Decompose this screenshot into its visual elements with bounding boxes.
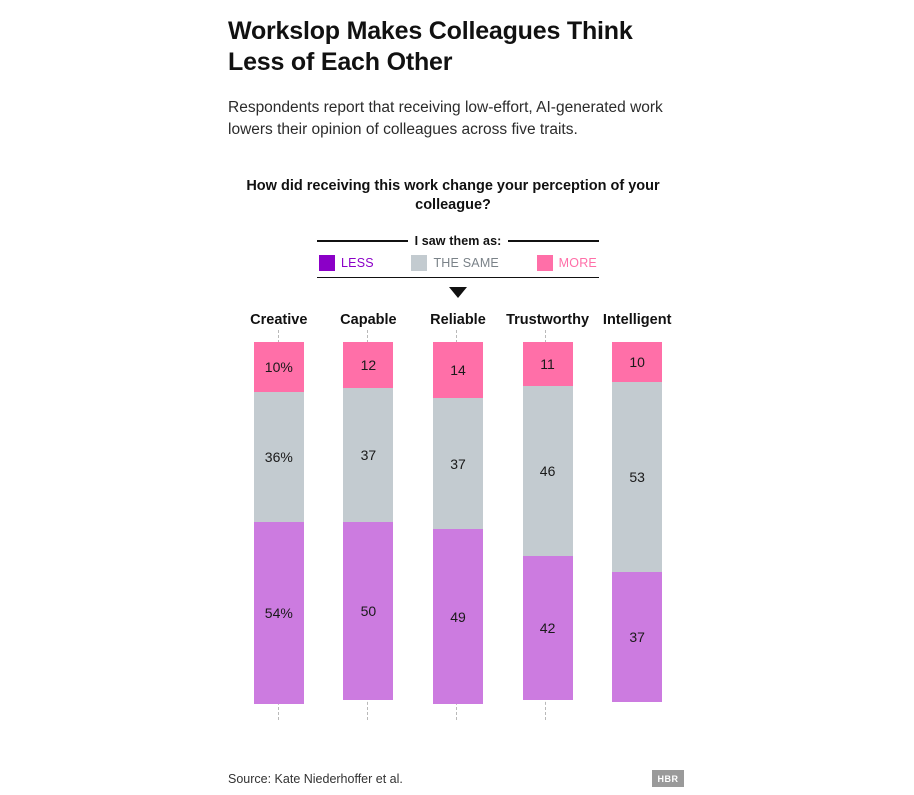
hbr-logo: HBR [652,770,684,787]
legend-item-the-same [411,255,499,271]
legend-item-less [319,255,374,271]
legend-swatch-more [537,255,553,271]
segment-more [254,342,304,392]
bar-label-creative: Creative [250,312,308,329]
chart-question: How did receiving this work change your perception of your colleague? [246,178,660,213]
bar-column-intelligent [592,312,682,702]
legend-heading-row [317,232,599,248]
segment-more [612,342,662,382]
bar-column-creative [234,312,324,704]
bar-label-intelligent: Intelligent [602,312,672,329]
segment-value-the-same: 53 [629,469,645,486]
bar-column-capable [324,312,414,700]
segment-value-more: 10 [629,354,645,371]
source-note: Source: Kate Niederhoffer et al. [228,772,403,786]
page-title: Workslop Makes Colleagues Think Less of Each Other [228,17,633,76]
segment-less [523,556,573,700]
bar-column-trustworthy [503,312,593,700]
stacked-bar [523,342,573,700]
bar-label-reliable: Reliable [430,312,486,329]
segment-value-the-same: 37 [360,447,377,464]
segment-value-the-same: 37 [450,455,466,472]
segment-the-same [254,392,304,522]
chart-content [228,0,688,795]
segment-value-more: 14 [450,362,466,379]
segment-the-same [612,382,662,572]
legend-item-more [537,255,597,271]
legend-label-more: MORE [558,256,597,271]
legend-heading: I saw them as: [408,234,509,248]
segment-value-less: 49 [450,608,466,625]
segment-the-same [433,398,483,529]
bar-column-reliable [413,312,503,704]
segment-more [523,342,573,386]
segment-value-less: 37 [629,629,645,646]
chart-columns [234,312,682,704]
stacked-bar [343,342,393,700]
segment-value-less: 54% [264,605,293,622]
segment-more [433,342,483,398]
arrow-down-icon [449,287,467,298]
segment-value-more: 10% [264,359,293,376]
stacked-bar-chart [228,312,688,712]
segment-less [343,522,393,700]
segment-less [612,572,662,702]
stacked-bar [254,342,304,704]
segment-less [433,529,483,704]
segment-value-less: 50 [360,603,377,620]
chart-subtitle: Respondents report that receiving low-effort, AI-generated work lowers their opinion of colleagues across five traits. [228,99,663,138]
bar-label-trustworthy: Trustworthy [506,312,590,329]
segment-the-same [523,386,573,556]
legend-label-less: LESS [341,256,374,271]
segment-value-the-same: 46 [539,463,556,480]
legend-swatch-less [319,255,335,271]
stacked-bar [612,342,662,702]
legend-items [317,248,599,278]
bar-label-capable: Capable [340,312,397,329]
legend-swatch-the-same [411,255,427,271]
segment-the-same [343,388,393,522]
segment-more [343,342,393,388]
chart-legend [317,232,599,298]
stacked-bar [433,342,483,704]
legend-label-the-same: THE SAME [433,256,499,271]
segment-value-the-same: 36% [264,449,293,466]
segment-value-less: 42 [539,620,556,637]
segment-value-more: 12 [360,357,377,374]
segment-value-more: 11 [540,356,555,373]
segment-less [254,522,304,704]
